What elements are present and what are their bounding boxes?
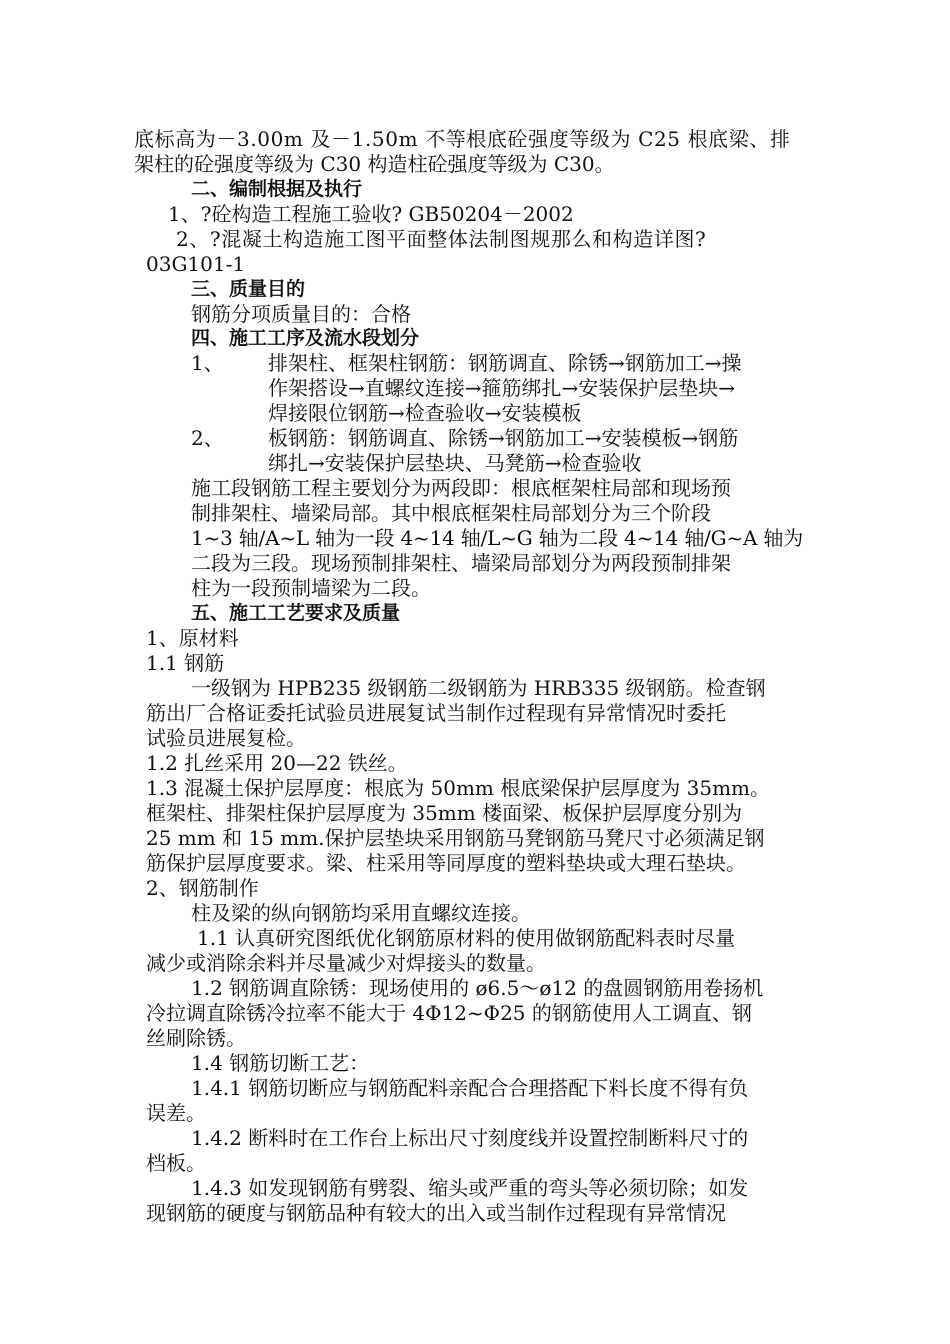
step-text: 作架搭设→直螺纹连接→箍筋绑扎→安装保护层垫块→ [268, 376, 736, 400]
step-text: 排架柱、框架柱钢筋：钢筋调直、除锈→钢筋加工→操 [268, 351, 742, 375]
make-paragraph: 丝刷除锈。 [146, 1026, 246, 1050]
subsection-title: 1、原材料 [146, 626, 239, 650]
make-paragraph: 1.1 认真研究图纸优化钢筋原材料的使用做钢筋配料表时尽量 [197, 926, 736, 950]
rebar-paragraph: 一级钢为 HPB235 级钢筋二级钢筋为 HRB335 级钢筋。检查钢 [191, 676, 766, 700]
step-number: 2、 [191, 426, 224, 450]
make-paragraph: 现钢筋的硬度与钢筋品种有较大的出入或当制作过程现有异常情况 [146, 1201, 726, 1225]
segment-paragraph: 制排架柱、墙梁局部。其中根底框架柱局部划分为三个阶段 [191, 501, 711, 525]
rebar-paragraph: 试验员进展复检。 [146, 726, 306, 750]
make-paragraph: 减少或消除余料并尽量减少对焊接头的数量。 [146, 951, 546, 975]
make-paragraph: 冷拉调直除锈冷拉率不能大于 4Φ12~Φ25 的钢筋使用人工调直、钢 [146, 1001, 752, 1025]
step-text: 板钢筋：钢筋调直、除锈→钢筋加工→安装模板→钢筋 [268, 426, 739, 450]
segment-paragraph: 柱为一段预制墙梁为二段。 [191, 576, 431, 600]
section-heading: 四、施工工序及流水段划分 [191, 327, 420, 349]
rebar-paragraph: 筋出厂合格证委托试验员进展复试当制作过程现有异常情况时委托 [146, 701, 726, 725]
make-paragraph: 柱及梁的纵向钢筋均采用直螺纹连接。 [191, 901, 531, 925]
section-heading: 三、质量目的 [191, 278, 306, 300]
step-text: 焊接限位钢筋→检查验收→安装模板 [268, 401, 582, 425]
step-text: 绑扎→安装保护层垫块、马凳筋→检查验收 [268, 451, 642, 475]
cover-paragraph: 框架柱、排架柱保护层厚度为 35mm 楼面梁、板保护层厚度分别为 [146, 801, 743, 825]
wire-paragraph: 1.2 扎丝采用 20—22 铁丝。 [146, 751, 408, 775]
cover-paragraph: 1.3 混凝土保护层厚度：根底为 50mm 根底梁保护层厚度为 35mm。 [146, 776, 770, 800]
cover-paragraph: 筋保护层厚度要求。梁、柱采用等同厚度的塑料垫块或大理石垫块。 [146, 851, 746, 875]
make-paragraph: 1.4.3 如发现钢筋有劈裂、缩头或严重的弯头等必须切除；如发 [191, 1176, 749, 1200]
section-heading: 五、施工工艺要求及质量 [191, 602, 401, 624]
basis-item-1: 1、?砼构造工程施工验收? GB50204－2002 [168, 202, 574, 226]
segment-paragraph: 施工段钢筋工程主要划分为两段即：根底框架柱局部和现场预 [191, 476, 731, 500]
make-paragraph: 1.4.1 钢筋切断应与钢筋配料亲配合合理搭配下料长度不得有负 [191, 1076, 749, 1100]
subsection-title: 2、钢筋制作 [146, 876, 259, 900]
quality-target: 钢筋分项质量目的：合格 [191, 302, 411, 326]
segment-paragraph: 二段为三段。现场预制排架柱、墙梁局部划分为两段预制排架 [191, 551, 731, 575]
section-heading: 二、编制根据及执行 [191, 178, 363, 200]
intro-line-1: 底标高为－3.00m 及－1.50m 不等根底砼强度等级为 C25 根底梁、排 [134, 127, 791, 151]
basis-item-2: 2、?混凝土构造施工图平面整体法制图规那么和构造详图? [176, 227, 707, 251]
make-paragraph: 1.4.2 断料时在工作台上标出尺寸刻度线并设置控制断料尺寸的 [191, 1126, 749, 1150]
make-paragraph: 1.4 钢筋切断工艺： [191, 1051, 370, 1075]
intro-line-2: 架柱的砼强度等级为 C30 构造柱砼强度等级为 C30。 [134, 152, 615, 176]
segment-paragraph: 1~3 轴/A~L 轴为一段 4~14 轴/L~G 轴为二段 4~14 轴/G~A 轴为 [191, 526, 804, 550]
make-paragraph: 1.2 钢筋调直除锈：现场使用的 ø6.5～ø12 的盘圆钢筋用卷扬机 [191, 976, 764, 1000]
subsection-title: 1.1 钢筋 [146, 651, 225, 675]
make-paragraph: 档板。 [146, 1151, 206, 1175]
basis-item-2-cont: 03G101-1 [146, 252, 246, 276]
make-paragraph: 误差。 [146, 1101, 206, 1125]
cover-paragraph: 25 mm 和 15 mm.保护层垫块采用钢筋马凳钢筋马凳尺寸必须满足钢 [146, 826, 765, 850]
step-number: 1、 [191, 351, 224, 375]
